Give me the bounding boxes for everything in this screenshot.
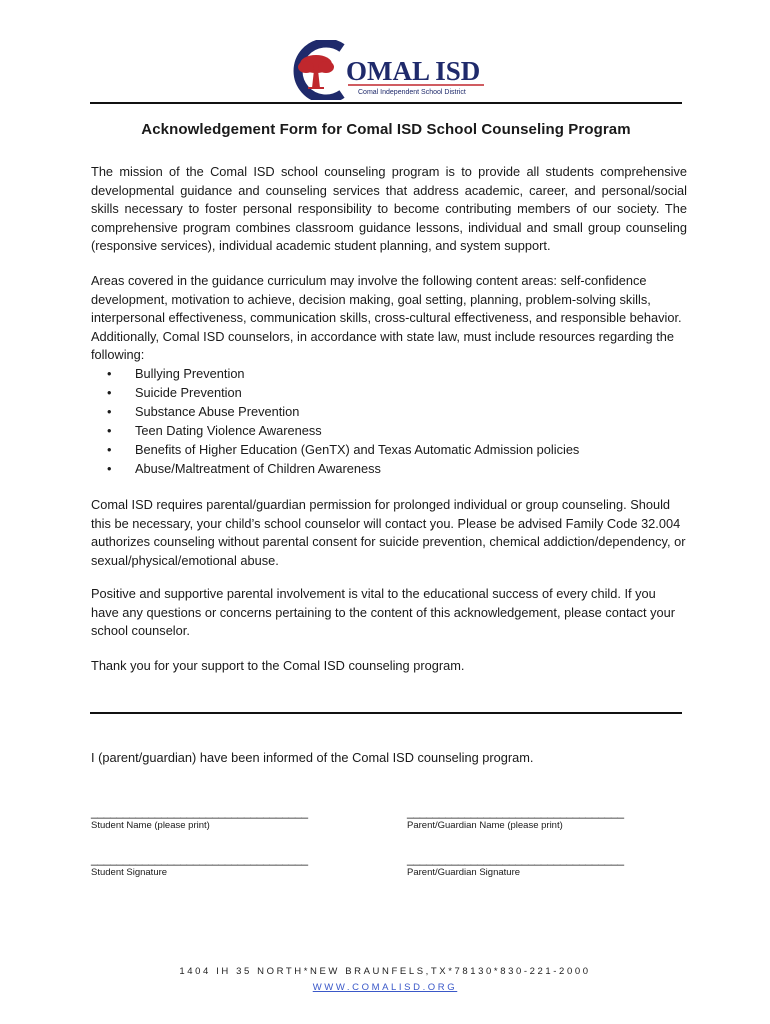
logo-wordmark: OMAL ISD [346,56,481,86]
signature-line: __________________________________ [91,805,308,819]
signature-line: __________________________________ [407,805,624,819]
student-name-label: Student Name (please print) [91,820,210,831]
paragraph-mission: The mission of the Comal ISD school counseling program is to provide all students comprehensive developmental guidance and counseling services that address academic, career, and personal/social skills necessary to foster personal responsibility to become contributing members of our society. The comprehensive program combines classroom guidance lessons, individual and small group counseling (responsive services), individual academic student planning, and system support. [91,164,687,254]
guardian-name-label: Parent/Guardian Name (please print) [407,820,563,831]
paragraph-involvement: Positive and supportive parental involvement is vital to the educational success of every child. If you have any questions or concerns pertaining to the content of this acknowledgement, please contact your school counselor. [91,586,676,639]
form-title: Acknowledgement Form for Comal ISD School Counseling Program [141,121,631,138]
section-divider [90,712,682,714]
bullet-icon: • [107,423,112,438]
comal-isd-logo [284,40,494,100]
bullet-icon: • [107,404,112,419]
guardian-signature-label: Parent/Guardian Signature [407,867,521,878]
resource-list [107,364,579,478]
footer-website-link[interactable]: WWW.COMALISD.ORG [312,982,458,993]
guardian-signature-field[interactable] [407,853,624,878]
signature-line: __________________________________ [407,852,624,866]
signature-line: __________________________________ [91,852,308,866]
footer-address: 1404 IH 35 NORTH*NEW BRAUNFELS,TX*78130*830-221-2000 [179,966,591,977]
list-item: • Benefits of Higher Education (GenTX) and Texas Automatic Admission policies [107,442,580,457]
guardian-name-field[interactable] [407,806,624,831]
list-item: • Bullying Prevention [107,366,245,381]
informed-statement: I (parent/guardian) have been informed of the Comal ISD counseling program. [91,750,534,765]
paragraph-areas: Areas covered in the guidance curriculum may involve the following content areas: self-confidence development, motivation to achieve, decision making, goal setting, planning, problem-solving skills, interpersonal effectiveness, communication skills, cross-cultural effectiveness, and responsible behavior. Additionally, Comal ISD counselors, in accordance with state law, must include resources regarding the following: [91,273,682,363]
bullet-icon: • [107,366,112,381]
paragraph-thanks: Thank you for your support to the Comal ISD counseling program. [91,658,465,673]
bullet-icon: • [107,461,112,476]
student-signature-field[interactable] [91,853,308,878]
student-name-field[interactable] [91,806,308,831]
list-item: • Suicide Prevention [107,385,242,400]
student-signature-label: Student Signature [91,867,168,878]
list-item: • Teen Dating Violence Awareness [107,423,322,438]
paragraph-permission: Comal ISD requires parental/guardian permission for prolonged individual or group counseling. Should this be necessary, your child’s school counselor will contact you. Please be advised Family Code 32.004 authorizes counseling without parental consent for suicide prevention, chemical addiction/dependency, or sexual/physical/emotional abuse. [91,497,686,568]
bullet-icon: • [107,385,112,400]
logo-subtext: Comal Independent School District [358,89,466,96]
list-item: • Substance Abuse Prevention [107,404,300,419]
bullet-icon: • [107,442,112,457]
header-divider [90,102,682,104]
list-item: • Abuse/Maltreatment of Children Awareness [107,461,381,476]
